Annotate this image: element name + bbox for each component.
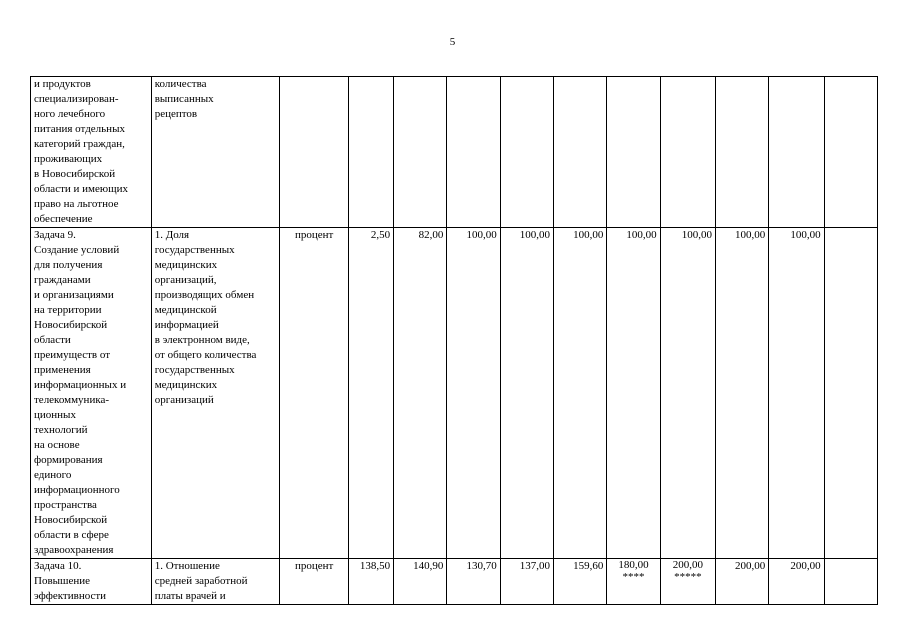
value-cell: 100,00 xyxy=(447,228,500,559)
value-cell xyxy=(824,559,877,605)
value-cell: 180,00 **** xyxy=(607,559,660,605)
value-cell xyxy=(769,77,824,228)
value-cell xyxy=(824,77,877,228)
value-cell: 140,90 xyxy=(394,559,447,605)
value-cell: 200,00 xyxy=(769,559,824,605)
value-cell xyxy=(660,77,715,228)
value-cell: 138,50 xyxy=(348,559,393,605)
indicators-table xyxy=(30,76,878,605)
value-cell xyxy=(824,228,877,559)
indicator-cell: количества выписанных рецептов xyxy=(151,77,280,228)
value-cell: 2,50 xyxy=(348,228,393,559)
indicator-cell: 1. Доля государственных медицинских организаций, производящих обмен медицинской информацией в электронном виде, от общего количества государственных медицинских организаций xyxy=(151,228,280,559)
task-cell: Задача 10. Повышение эффективности xyxy=(31,559,152,605)
value-cell: 137,00 xyxy=(500,559,553,605)
task-cell: и продуктов специализирован- ного лечебного питания отдельных категорий граждан, проживающих в Новосибирской области и имеющих право на льготное обеспечение xyxy=(31,77,152,228)
value-cell: 100,00 xyxy=(769,228,824,559)
value-cell xyxy=(348,77,393,228)
value-cell: 100,00 xyxy=(660,228,715,559)
value-cell xyxy=(500,77,553,228)
unit-cell xyxy=(280,77,348,228)
value-cell: 82,00 xyxy=(394,228,447,559)
value-cell: 200,00 ***** xyxy=(660,559,715,605)
value-cell xyxy=(607,77,660,228)
value-cell: 200,00 xyxy=(715,559,768,605)
task-cell: Задача 9. Создание условий для получения гражданами и организациями на территории Новосибирской области преимуществ от применения информационных и телекоммуника- ционных технологий на основе формирования единого информационного пространства Новосибирской области в сфере здравоохранения xyxy=(31,228,152,559)
indicator-cell: 1. Отношение средней заработной платы врачей и xyxy=(151,559,280,605)
value-cell: 100,00 xyxy=(554,228,607,559)
value-cell: 159,60 xyxy=(554,559,607,605)
unit-cell: процент xyxy=(280,559,348,605)
value-cell: 100,00 xyxy=(715,228,768,559)
value-cell: 130,70 xyxy=(447,559,500,605)
value-cell xyxy=(447,77,500,228)
value-cell xyxy=(554,77,607,228)
unit-cell: процент xyxy=(280,228,348,559)
table-row xyxy=(31,77,878,228)
value-cell: 100,00 xyxy=(500,228,553,559)
value-cell: 100,00 xyxy=(607,228,660,559)
value-cell xyxy=(715,77,768,228)
table-row xyxy=(31,228,878,559)
value-cell xyxy=(394,77,447,228)
page-number: 5 xyxy=(449,36,456,48)
table-row xyxy=(31,559,878,605)
